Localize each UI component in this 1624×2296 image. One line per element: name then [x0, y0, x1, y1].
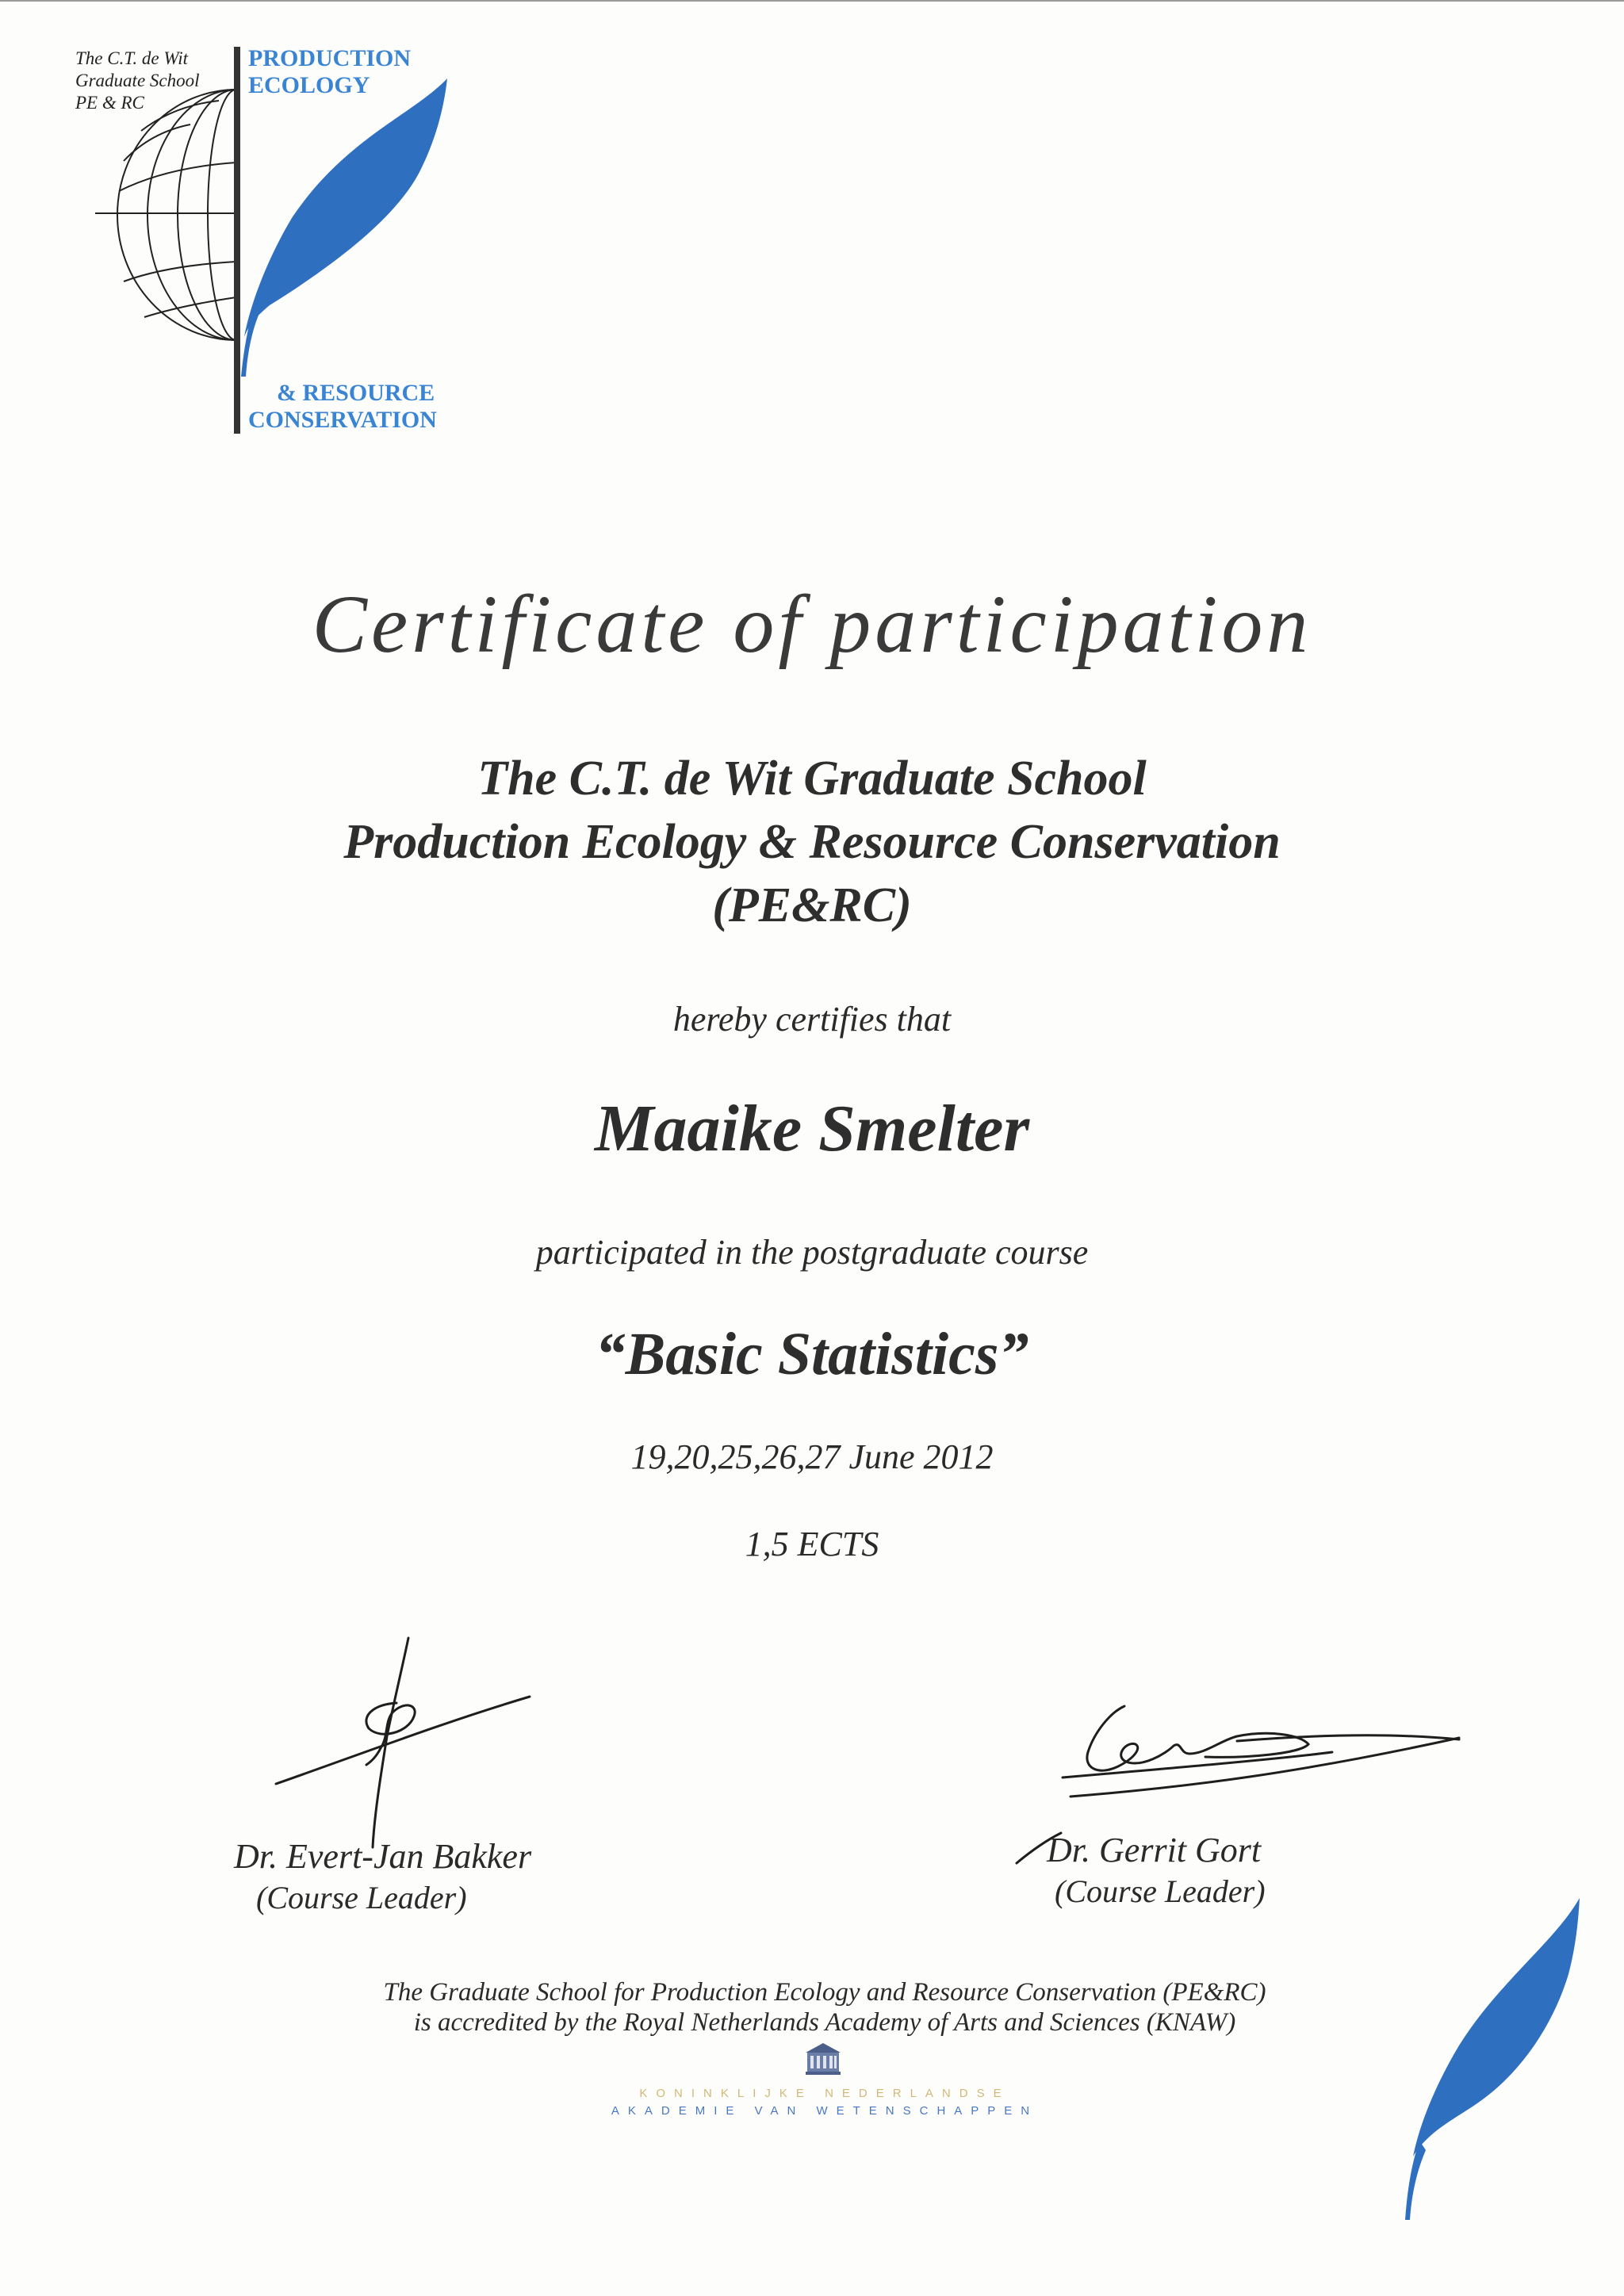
- logo-conservation: CONSERVATION: [248, 407, 437, 433]
- logo-school-line-1: The C.T. de Wit: [75, 48, 189, 68]
- signatory-role-1: (Course Leader): [256, 1880, 467, 1915]
- signatory-name-1: Dr. Evert-Jan Bakker: [234, 1837, 532, 1876]
- logo-production: PRODUCTION: [248, 45, 412, 71]
- certificate-title: Certificate of participation: [312, 579, 1312, 670]
- signatory-name-2: Dr. Gerrit Gort: [1047, 1831, 1262, 1869]
- signatory-role-2: (Course Leader): [1055, 1873, 1266, 1909]
- participated-text: participated in the postgraduate course: [535, 1233, 1089, 1272]
- school-name-line-2: Production Ecology & Resource Conservation: [343, 815, 1281, 869]
- accreditation-line-1: The Graduate School for Production Ecology and Resource Conservation (PE&RC): [383, 1978, 1266, 2007]
- corner-leaf-icon: [1364, 1895, 1586, 2228]
- course-credits: 1,5 ECTS: [745, 1525, 879, 1563]
- school-name-line-1: The C.T. de Wit Graduate School: [477, 752, 1147, 806]
- certifies-text: hereby certifies that: [672, 1000, 952, 1039]
- logo-ecology: ECOLOGY: [248, 72, 370, 98]
- participant-name: Maaike Smelter: [594, 1092, 1030, 1165]
- accreditation-line-2: is accredited by the Royal Netherlands Academy of Arts and Sciences (KNAW): [413, 2008, 1236, 2037]
- logo-school-line-3: PE & RC: [75, 93, 144, 113]
- school-name-line-3: (PE&RC): [712, 878, 912, 932]
- knaw-name-line-1: KONINKLIJKE NEDERLANDSE: [639, 2087, 1010, 2100]
- logo-school-line-2: Graduate School: [75, 71, 200, 90]
- course-dates: 19,20,25,26,27 June 2012: [630, 1437, 994, 1476]
- course-name: “Basic Statistics”: [595, 1321, 1029, 1387]
- logo-resource: & RESOURCE: [277, 380, 435, 406]
- knaw-name-line-2: AKADEMIE VAN WETENSCHAPPEN: [611, 2104, 1039, 2118]
- signature-bakker: [276, 1638, 530, 1847]
- knaw-building-icon: [804, 2042, 842, 2076]
